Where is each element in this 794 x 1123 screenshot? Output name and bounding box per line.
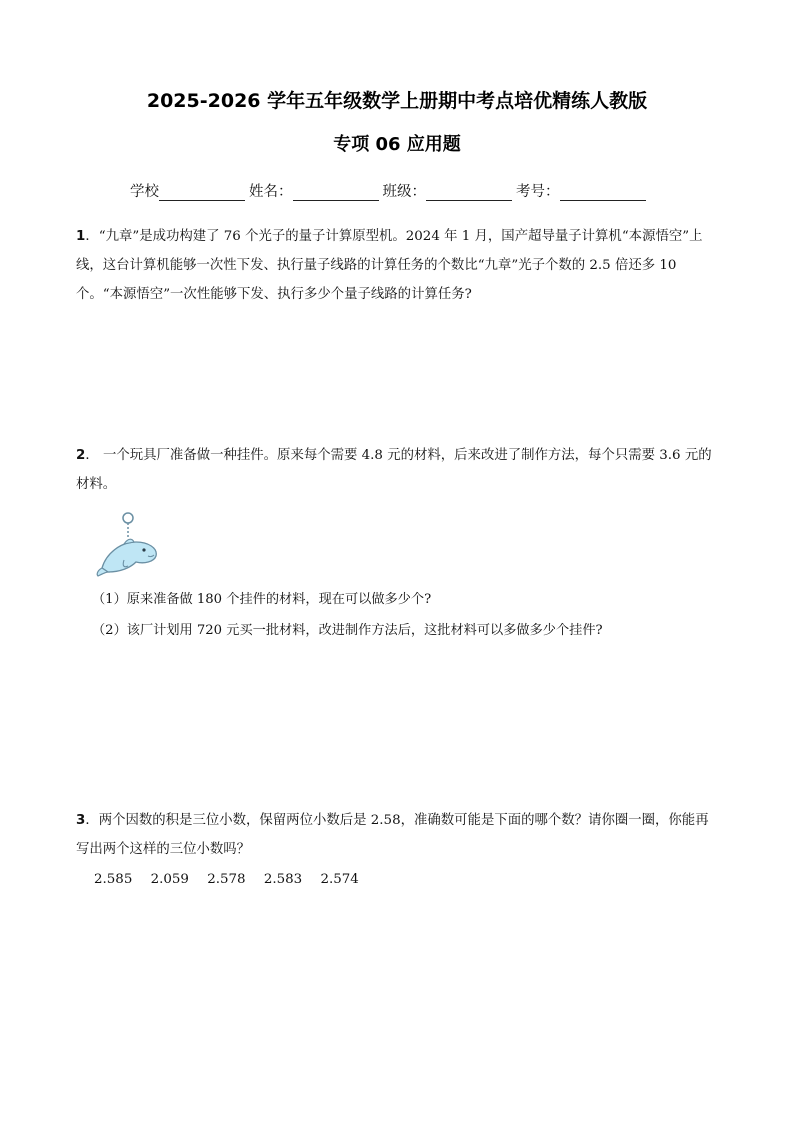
question-1 — [76, 222, 716, 309]
question-number: 2 — [76, 448, 86, 463]
question-3-options — [94, 872, 373, 887]
exam-number-label: 考号： — [516, 184, 560, 200]
exam-number-blank[interactable] — [560, 184, 646, 201]
question-text: ． 一个玩具厂准备做一种挂件。原来每个需要 4.8 元的材料，后来改进了制作方法，每个只需要 3.6 元的材料。 — [76, 448, 712, 492]
dolphin-keychain-icon — [94, 508, 164, 580]
question-text: ．“九章”是成功构建了 76 个光子的量子计算原型机。2024 年 1 月，国产超导量子计算机“本源悟空”上线，这台计算机能够一次性下发、执行量子线路的计算任务的个数比“九章”光子个数的 2.5 倍还多 10 个。“本源悟空”一次性能够下发、执行多少个量子线路的计算任务? — [76, 229, 703, 302]
question-number: 1 — [76, 229, 86, 244]
page-subtitle: 专项 06 应用题 — [333, 134, 461, 155]
name-blank[interactable] — [293, 184, 379, 201]
question-2-part-1: （1）原来准备做 180 个挂件的材料，现在可以做多少个? — [92, 592, 432, 607]
class-blank[interactable] — [426, 184, 512, 201]
question-2-part-2: （2）该厂计划用 720 元买一批材料，改进制作方法后，这批材料可以多做多少个挂件? — [92, 623, 603, 638]
option-number[interactable]: 2.574 — [320, 872, 359, 887]
page-title: 2025-2026 学年五年级数学上册期中考点培优精练人教版 — [146, 90, 648, 112]
question-text: ．两个因数的积是三位小数，保留两位小数后是 2.58，准确数可能是下面的哪个数？请你圈一圈，你能再写出两个这样的三位小数吗？ — [76, 813, 709, 857]
option-number[interactable]: 2.578 — [207, 872, 246, 887]
class-label: 班级： — [382, 184, 426, 200]
student-info-line — [130, 180, 650, 201]
option-number[interactable]: 2.059 — [150, 872, 189, 887]
name-label: 姓名： — [249, 184, 293, 200]
question-2 — [76, 441, 716, 499]
school-blank[interactable] — [159, 184, 245, 201]
question-3 — [76, 806, 716, 864]
question-number: 3 — [76, 813, 86, 828]
option-number[interactable]: 2.585 — [94, 872, 133, 887]
school-label: 学校 — [130, 184, 159, 200]
option-number[interactable]: 2.583 — [263, 872, 303, 887]
